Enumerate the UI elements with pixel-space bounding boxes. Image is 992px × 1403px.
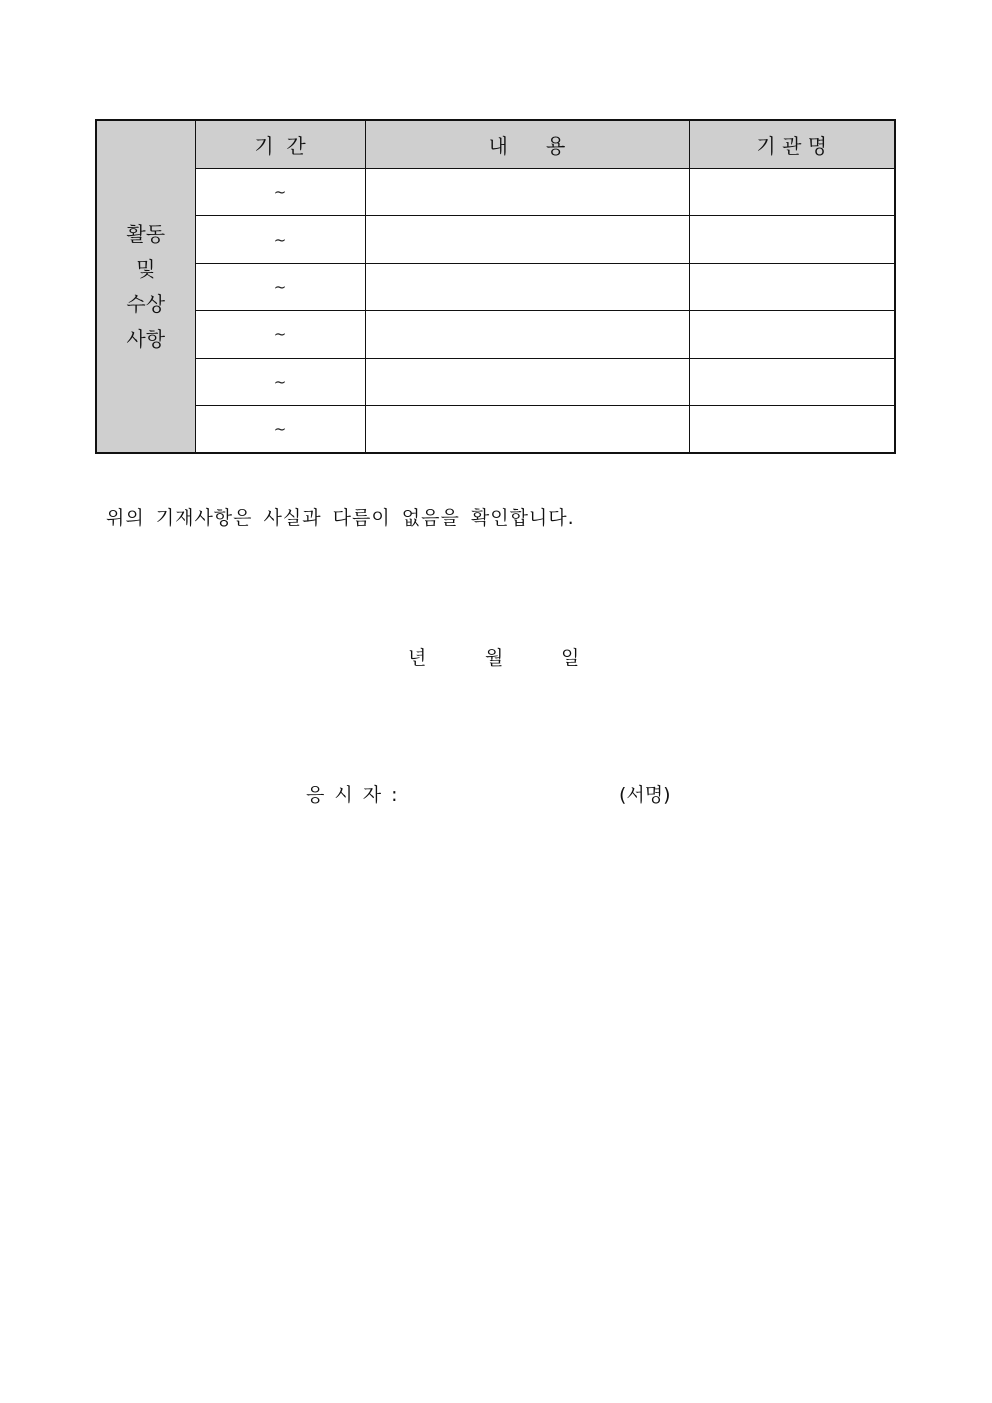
applicant-label: 응 시 자 : <box>306 784 400 806</box>
section-label-line: 수상 <box>126 291 166 316</box>
institution-cell[interactable] <box>689 263 895 310</box>
table-row <box>96 168 895 215</box>
table-row <box>96 216 895 263</box>
section-label <box>96 120 195 453</box>
section-label-line: 활동 <box>126 221 166 246</box>
content-cell[interactable] <box>365 358 689 405</box>
period-cell[interactable]: ~ <box>195 358 365 405</box>
month-label: 월 <box>485 647 504 669</box>
period-cell[interactable]: ~ <box>195 263 365 310</box>
period-cell[interactable]: ~ <box>195 168 365 215</box>
period-cell[interactable]: ~ <box>195 406 365 453</box>
table-row <box>96 358 895 405</box>
content-cell[interactable] <box>365 216 689 263</box>
institution-cell[interactable] <box>689 358 895 405</box>
table-row <box>96 263 895 310</box>
table-row <box>96 311 895 358</box>
section-label-line: 및 <box>136 256 156 281</box>
year-label: 년 <box>408 647 427 669</box>
confirmation-statement: 위의 기재사항은 사실과 다름이 없음을 확인합니다. <box>106 507 575 529</box>
content-cell[interactable] <box>365 406 689 453</box>
period-header <box>195 120 365 168</box>
content-cell[interactable] <box>365 263 689 310</box>
content-cell[interactable] <box>365 168 689 215</box>
institution-cell[interactable] <box>689 406 895 453</box>
institution-cell[interactable] <box>689 216 895 263</box>
table-header-row <box>96 120 895 168</box>
content-header-text: 내 용 <box>488 133 566 158</box>
section-label-line: 사항 <box>126 326 166 351</box>
institution-cell[interactable] <box>689 311 895 358</box>
content-header <box>365 120 689 168</box>
signature-note: (서명) <box>619 784 671 806</box>
content-cell[interactable] <box>365 311 689 358</box>
institution-cell[interactable] <box>689 168 895 215</box>
period-header-text: 기 간 <box>254 133 306 158</box>
activities-awards-table <box>95 119 896 454</box>
institution-header <box>689 120 895 168</box>
period-cell[interactable]: ~ <box>195 216 365 263</box>
institution-header-text: 기 관 명 <box>756 133 828 158</box>
period-cell[interactable]: ~ <box>195 311 365 358</box>
table-row <box>96 406 895 453</box>
day-label: 일 <box>561 647 580 669</box>
